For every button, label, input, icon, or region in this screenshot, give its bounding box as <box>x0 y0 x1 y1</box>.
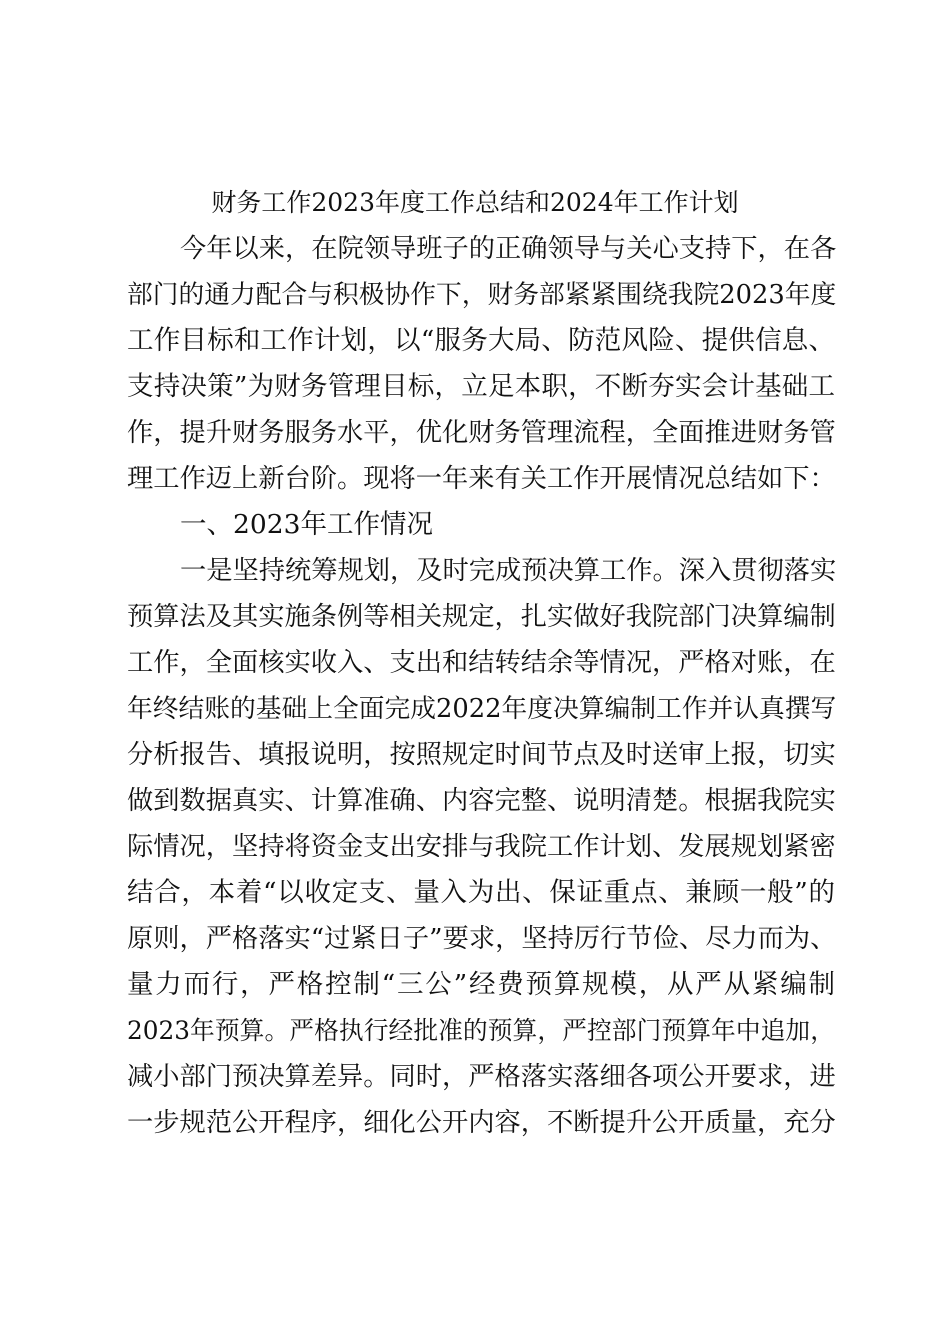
text-line: 际情况，坚持将资金支出安排与我院工作计划、发展规划紧密 <box>127 832 836 862</box>
text-line: 量力而行，严格控制“三公”经费预算规模，从严从紧编制 <box>127 969 835 1000</box>
text-line: 工作目标和工作计划，以“服务大局、防范风险、提供信息、 <box>127 325 835 356</box>
text-line: 预算法及其实施条例等相关规定，扎实做好我院部门决算编制 <box>127 602 836 632</box>
text-line: 一步规范公开程序，细化公开内容，不断提升公开质量，充分 <box>127 1108 836 1138</box>
section-heading: 一、2023年工作情况 <box>180 509 433 540</box>
text-line: 做到数据真实、计算准确、内容完整、说明清楚。根据我院实 <box>127 786 836 816</box>
text-line: 部门的通力配合与积极协作下，财务部紧紧围绕我院2023年度 <box>127 280 837 310</box>
text-line: 支持决策”为财务管理目标，立足本职，不断夯实会计基础工 <box>127 371 835 402</box>
text-line: 减小部门预决算差异。同时，严格落实落细各项公开要求，进 <box>127 1062 836 1092</box>
text-line: 今年以来，在院领导班子的正确领导与关心支持下，在各 <box>180 234 837 264</box>
text-line: 理工作迈上新台阶。现将一年来有关工作开展情况总结如下： <box>127 464 836 494</box>
text-line: 一是坚持统筹规划，及时完成预决算工作。深入贯彻落实 <box>180 556 837 586</box>
document-body <box>127 226 835 1146</box>
document-title: 财务工作2023年度工作总结和2024年工作计划 <box>211 188 739 217</box>
text-line: 2023年预算。严格执行经批准的预算，严控部门预算年中追加， <box>127 1016 835 1045</box>
text-line: 工作，全面核实收入、支出和结转结余等情况，严格对账，在 <box>127 648 836 678</box>
text-line: 作，提升财务服务水平，优化财务管理流程，全面推进财务管 <box>127 418 836 448</box>
text-line: 分析报告、填报说明，按照规定时间节点及时送审上报，切实 <box>127 740 836 770</box>
text-line: 结合，本着“以收定支、量入为出、保证重点、兼顾一般”的 <box>127 877 835 908</box>
text-line: 原则，严格落实“过紧日子”要求，坚持厉行节俭、尽力而为、 <box>127 924 837 954</box>
text-line: 年终结账的基础上全面完成2022年度决算编制工作并认真撰写 <box>127 694 837 724</box>
